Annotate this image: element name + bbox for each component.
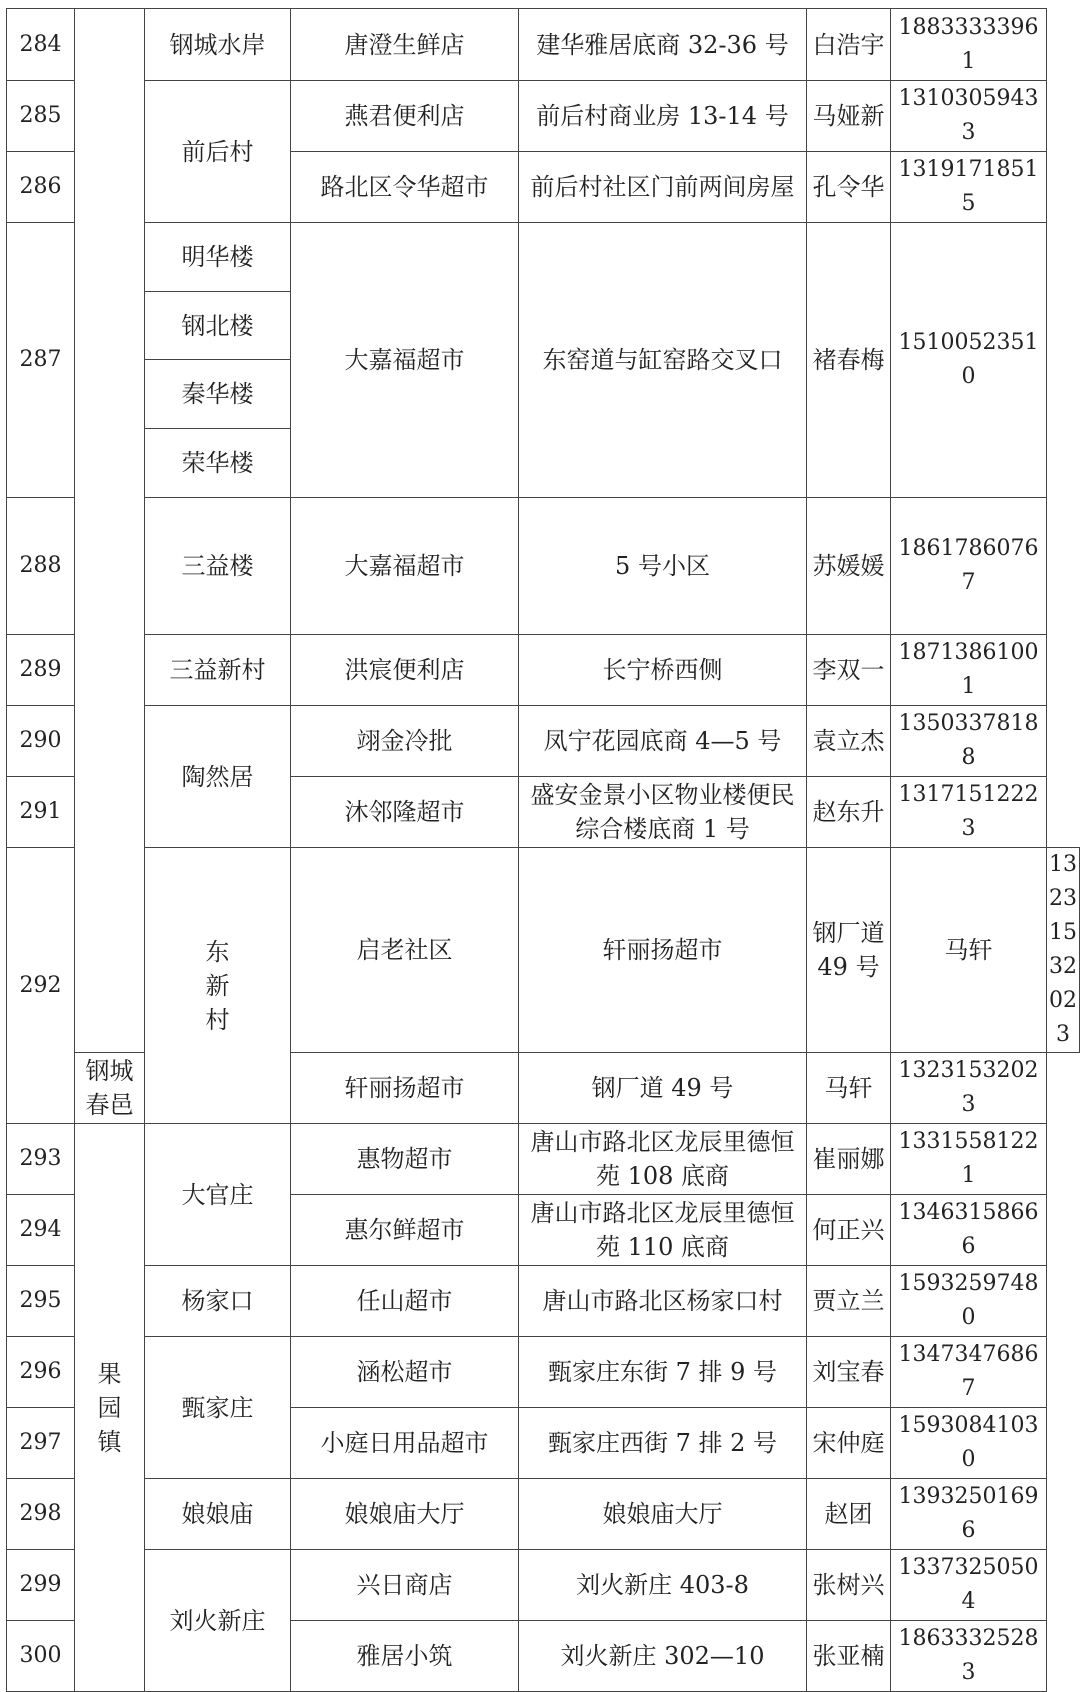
row-number: 294 xyxy=(7,1195,75,1266)
address-cell: 唐山市路北区龙辰里德恒苑 110 底商 xyxy=(519,1195,807,1266)
address-cell: 甄家庄东街 7 排 9 号 xyxy=(519,1337,807,1408)
table-row xyxy=(7,9,1080,81)
store-name-cell: 洪宸便利店 xyxy=(291,635,519,706)
row-number: 296 xyxy=(7,1337,75,1408)
address-cell: 钢厂道 49 号 xyxy=(807,848,891,1053)
address-cell: 东窑道与缸窑路交叉口 xyxy=(519,223,807,498)
community-cell: 荣华楼 xyxy=(145,429,291,498)
row-number: 299 xyxy=(7,1550,75,1621)
table-row xyxy=(7,498,1080,635)
address-cell: 盛安金景小区物业楼便民综合楼底商 1 号 xyxy=(519,777,807,848)
phone-cell: 13171512223 xyxy=(891,777,1047,848)
row-number: 285 xyxy=(7,81,75,152)
address-cell: 刘火新庄 302—10 xyxy=(519,1621,807,1692)
row-number: 288 xyxy=(7,498,75,635)
district-char: 新 xyxy=(205,971,230,1000)
store-contact-table xyxy=(6,8,1080,1692)
store-name-cell: 雅居小筑 xyxy=(291,1621,519,1692)
community-cell: 三益新村 xyxy=(145,635,291,706)
community-cell: 前后村 xyxy=(145,81,291,223)
phone-cell: 13191718515 xyxy=(891,152,1047,223)
address-cell: 钢厂道 49 号 xyxy=(519,1053,807,1124)
row-number: 289 xyxy=(7,635,75,706)
phone-cell: 15100523510 xyxy=(891,223,1047,498)
phone-cell: 13315581221 xyxy=(891,1124,1047,1195)
contact-cell: 张亚楠 xyxy=(807,1621,891,1692)
store-name-cell: 大嘉福超市 xyxy=(291,498,519,635)
store-name-cell: 娘娘庙大厅 xyxy=(291,1479,519,1550)
community-cell: 明华楼 xyxy=(145,223,291,292)
row-number: 297 xyxy=(7,1408,75,1479)
contact-cell: 马轩 xyxy=(891,848,1047,1053)
table-row xyxy=(7,1550,1080,1621)
table-row xyxy=(7,1266,1080,1337)
community-cell: 陶然居 xyxy=(145,706,291,848)
address-cell: 长宁桥西侧 xyxy=(519,635,807,706)
address-cell: 刘火新庄 403-8 xyxy=(519,1550,807,1621)
district-char: 镇 xyxy=(97,1427,122,1456)
contact-cell: 何正兴 xyxy=(807,1195,891,1266)
contact-cell: 白浩宇 xyxy=(807,9,891,81)
phone-cell: 13103059433 xyxy=(891,81,1047,152)
contact-cell: 宋仲庭 xyxy=(807,1408,891,1479)
contact-cell: 马轩 xyxy=(807,1053,891,1124)
district-char: 园 xyxy=(97,1393,122,1422)
table-row xyxy=(7,81,1080,152)
contact-cell: 刘宝春 xyxy=(807,1337,891,1408)
address-cell: 甄家庄西街 7 排 2 号 xyxy=(519,1408,807,1479)
community-cell: 刘火新庄 xyxy=(145,1550,291,1692)
phone-cell: 13463158666 xyxy=(891,1195,1047,1266)
store-name-cell: 惠物超市 xyxy=(291,1124,519,1195)
district-cell-dongxincun xyxy=(145,848,291,1124)
phone-cell: 13231532023 xyxy=(1047,848,1080,1053)
store-name-cell: 燕君便利店 xyxy=(291,81,519,152)
table-row xyxy=(7,1479,1080,1550)
table-row xyxy=(7,706,1080,777)
contact-cell: 崔丽娜 xyxy=(807,1124,891,1195)
store-name-cell: 兴日商店 xyxy=(291,1550,519,1621)
store-name-cell: 涵松超市 xyxy=(291,1337,519,1408)
community-cell: 启老社区 xyxy=(291,848,519,1053)
phone-cell: 13373250504 xyxy=(891,1550,1047,1621)
table-row xyxy=(7,635,1080,706)
store-name-cell: 惠尔鲜超市 xyxy=(291,1195,519,1266)
address-cell: 前后村商业房 13-14 号 xyxy=(519,81,807,152)
row-number: 291 xyxy=(7,777,75,848)
row-number: 295 xyxy=(7,1266,75,1337)
community-cell: 杨家口 xyxy=(145,1266,291,1337)
phone-cell: 18713861001 xyxy=(891,635,1047,706)
store-name-cell: 大嘉福超市 xyxy=(291,223,519,498)
phone-cell: 15930841030 xyxy=(891,1408,1047,1479)
community-cell: 秦华楼 xyxy=(145,360,291,429)
community-cell: 三益楼 xyxy=(145,498,291,635)
contact-cell: 张树兴 xyxy=(807,1550,891,1621)
row-number: 286 xyxy=(7,152,75,223)
community-cell: 大官庄 xyxy=(145,1124,291,1266)
phone-cell: 13932501696 xyxy=(891,1479,1047,1550)
row-number: 290 xyxy=(7,706,75,777)
contact-cell: 苏媛媛 xyxy=(807,498,891,635)
contact-cell: 孔令华 xyxy=(807,152,891,223)
district-char: 果 xyxy=(97,1359,122,1388)
store-name-cell: 翊金冷批 xyxy=(291,706,519,777)
address-cell: 唐山市路北区杨家口村 xyxy=(519,1266,807,1337)
community-cell: 娘娘庙 xyxy=(145,1479,291,1550)
address-cell: 凤宁花园底商 4—5 号 xyxy=(519,706,807,777)
row-number: 292 xyxy=(7,848,75,1124)
phone-cell: 18633325283 xyxy=(891,1621,1047,1692)
district-cell-guoyuanzhen xyxy=(75,1124,145,1692)
address-cell: 唐山市路北区龙辰里德恒苑 108 底商 xyxy=(519,1124,807,1195)
community-cell: 甄家庄 xyxy=(145,1337,291,1479)
store-name-cell: 唐澄生鲜店 xyxy=(291,9,519,81)
store-name-cell: 轩丽扬超市 xyxy=(291,1053,519,1124)
contact-cell: 褚春梅 xyxy=(807,223,891,498)
phone-cell: 15932597480 xyxy=(891,1266,1047,1337)
phone-cell: 18617860767 xyxy=(891,498,1047,635)
address-cell: 建华雅居底商 32-36 号 xyxy=(519,9,807,81)
address-cell: 娘娘庙大厅 xyxy=(519,1479,807,1550)
row-number: 293 xyxy=(7,1124,75,1195)
contact-cell: 贾立兰 xyxy=(807,1266,891,1337)
address-cell: 前后村社区门前两间房屋 xyxy=(519,152,807,223)
table-row xyxy=(7,1337,1080,1408)
store-name-cell: 路北区令华超市 xyxy=(291,152,519,223)
community-cell: 钢城水岸 xyxy=(145,9,291,81)
phone-cell: 18833333961 xyxy=(891,9,1047,81)
district-char: 东 xyxy=(205,937,230,966)
phone-cell: 13473476867 xyxy=(891,1337,1047,1408)
row-number: 298 xyxy=(7,1479,75,1550)
contact-cell: 袁立杰 xyxy=(807,706,891,777)
phone-cell: 13503378188 xyxy=(891,706,1047,777)
address-cell: 5 号小区 xyxy=(519,498,807,635)
contact-cell: 赵东升 xyxy=(807,777,891,848)
table-row xyxy=(7,848,1080,1053)
store-name-cell: 沐邻隆超市 xyxy=(291,777,519,848)
contact-cell: 李双一 xyxy=(807,635,891,706)
table-row xyxy=(7,223,1080,292)
community-cell: 钢北楼 xyxy=(145,292,291,360)
district-cell-empty xyxy=(75,9,145,1053)
row-number: 284 xyxy=(7,9,75,81)
contact-cell: 马娅新 xyxy=(807,81,891,152)
store-name-cell: 任山超市 xyxy=(291,1266,519,1337)
phone-cell: 13231532023 xyxy=(891,1053,1047,1124)
row-number: 300 xyxy=(7,1621,75,1692)
contact-cell: 赵团 xyxy=(807,1479,891,1550)
table-row xyxy=(7,1124,1080,1195)
row-number: 287 xyxy=(7,223,75,498)
district-char: 村 xyxy=(205,1005,230,1034)
store-name-cell: 轩丽扬超市 xyxy=(519,848,807,1053)
store-name-cell: 小庭日用品超市 xyxy=(291,1408,519,1479)
community-cell: 钢城春邑 xyxy=(75,1053,145,1124)
